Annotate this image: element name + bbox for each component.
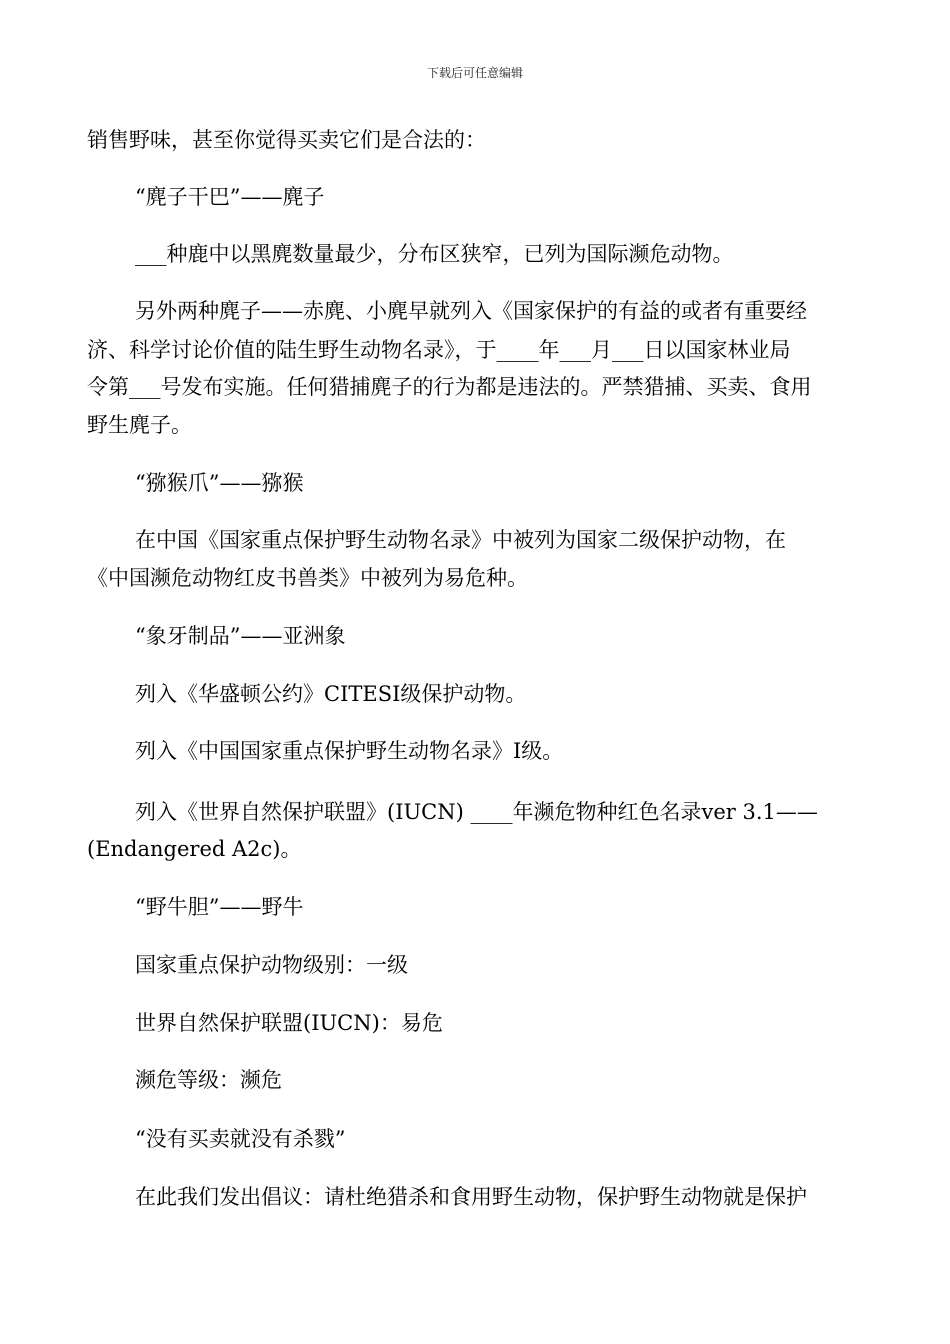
page-header: 下载后可任意编辑 <box>426 66 523 80</box>
section-heading: “没有买卖就没有杀戮” <box>135 1127 346 1151</box>
section-heading: “野牛胆”——野牛 <box>135 895 304 919</box>
paragraph-line: 在中国《国家重点保护野生动物名录》中被列为国家二级保护动物，在 <box>135 528 786 552</box>
section-heading: “猕猴爪”——猕猴 <box>135 471 304 495</box>
paragraph-line: 另外两种麂子——赤麂、小麂早就列入《国家保护的有益的或者有重要经 <box>135 299 807 323</box>
paragraph-line: 野生麂子。 <box>87 413 192 437</box>
paragraph-line: ___种鹿中以黑麂数量最少，分布区狭窄，已列为国际濒危动物。 <box>135 242 734 266</box>
paragraph-line: 列入《华盛顿公约》CITESⅠ级保护动物。 <box>135 682 527 706</box>
paragraph-line: (Endangered A2c)。 <box>87 837 302 861</box>
paragraph-line: 濒危等级：濒危 <box>135 1068 282 1092</box>
paragraph-line: 销售野味，甚至你觉得买卖它们是合法的： <box>87 128 486 152</box>
section-heading: “象牙制品”——亚洲象 <box>135 624 346 648</box>
paragraph-line: 国家重点保护动物级别：一级 <box>135 953 408 977</box>
paragraph-line: 世界自然保护联盟(IUCN)：易危 <box>135 1011 443 1035</box>
paragraph-line: 令第___号发布实施。任何猎捕麂子的行为都是违法的。严禁猎捕、买卖、食用 <box>87 375 812 399</box>
paragraph-line: 在此我们发出倡议：请杜绝猎杀和食用野生动物，保护野生动物就是保护 <box>135 1185 807 1209</box>
paragraph-line: 济、科学讨论价值的陆生野生动物名录》，于____年___月___日以国家林业局 <box>87 338 791 362</box>
section-heading: “麂子干巴”——麂子 <box>135 185 325 209</box>
paragraph-line: 列入《世界自然保护联盟》(IUCN) ____年濒危物种红色名录ver 3.1—— <box>135 800 818 824</box>
paragraph-line: 《中国濒危动物红皮书兽类》中被列为易危种。 <box>87 566 528 590</box>
paragraph-line: 列入《中国国家重点保护野生动物名录》Ⅰ级。 <box>135 739 564 763</box>
